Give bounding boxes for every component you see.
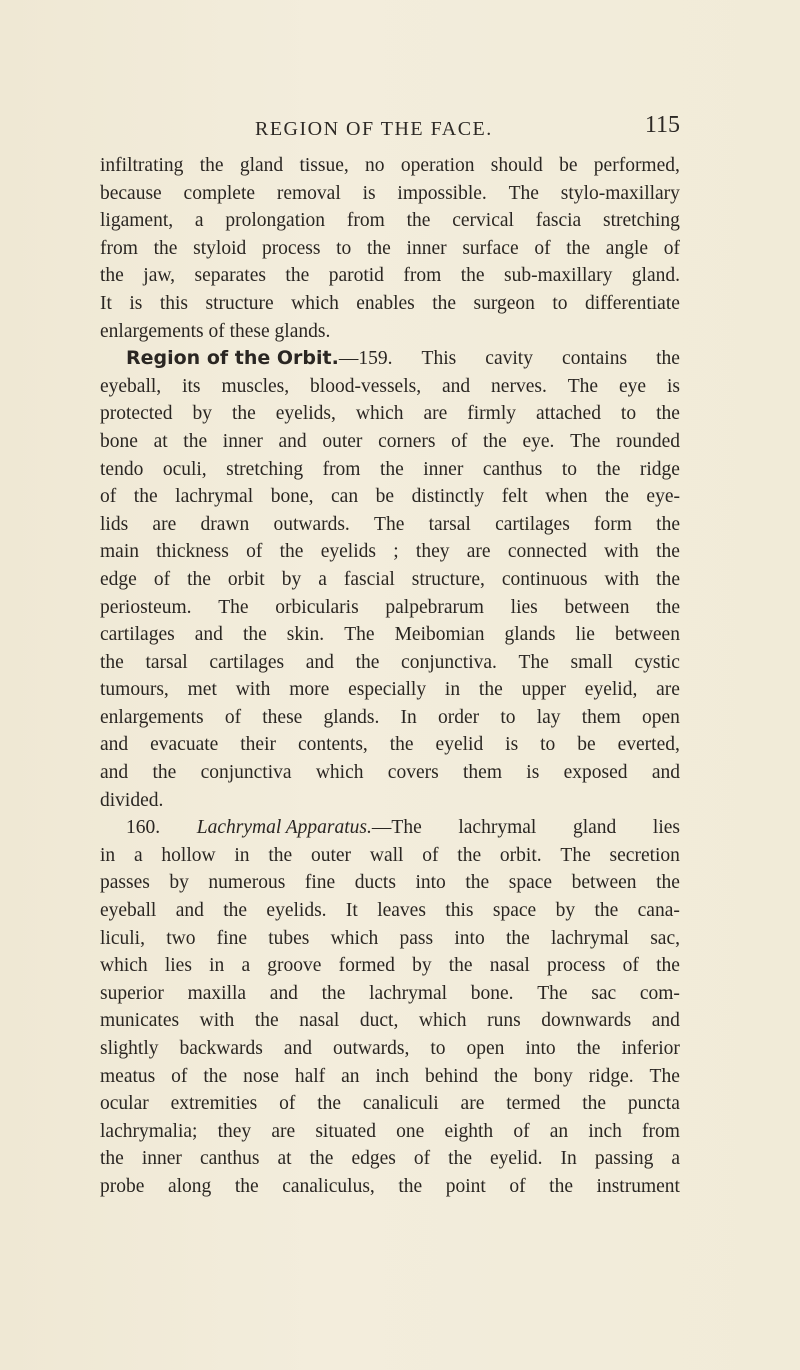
text-line: edge of the orbit by a fascial structure, continuous with the (100, 568, 680, 590)
heading-continuation: —159. (338, 348, 393, 370)
text-line: eyeball and the eyelids. It leaves this space by the cana- (100, 900, 680, 922)
text-line: bone at the inner and outer corners of the eye. The rounded (100, 430, 680, 452)
page-number: 115 (644, 112, 680, 138)
text-line: lachrymalia; they are situated one eighth of an inch from (100, 1120, 680, 1142)
section-number: 160. (126, 817, 161, 839)
text-line: probe along the canaliculus, the point of the instrument (100, 1175, 680, 1197)
text-line: which lies in a groove formed by the nasal process of the (100, 955, 680, 977)
text-line: from the styloid process to the inner surface of the angle of (100, 237, 680, 259)
text-line: the inner canthus at the edges of the eyelid. In passing a (100, 1148, 680, 1170)
text-line: eyeball, its muscles, blood-vessels, and nerves. The eye is (100, 375, 680, 397)
text-line: passes by numerous fine ducts into the space between the (100, 872, 680, 894)
text-line: tendo oculi, stretching from the inner canthus to the ridge (100, 458, 680, 480)
text-line: It is this structure which enables the surgeon to differentiate (100, 292, 680, 314)
text-line: enlargements of these glands. In order to lay them open (100, 706, 680, 728)
text-line: Region of the Orbit.—159. This cavity contains the (126, 347, 680, 370)
text-line: because complete removal is impossible. The stylo-maxillary (100, 182, 680, 204)
text-line: slightly backwards and outwards, to open into the inferior (100, 1038, 680, 1059)
text-line: infiltrating the gland tissue, no operation should be performed, (100, 155, 680, 176)
text-line: and the conjunctiva which covers them is exposed and (100, 762, 680, 784)
text-line: cartilages and the skin. The Meibomian glands lie between (100, 624, 680, 646)
running-head (100, 112, 680, 148)
text-line: enlargements of these glands. (100, 320, 331, 342)
text-line: ligament, a prolongation from the cervical fascia stretching (100, 210, 680, 232)
section-title: Lachrymal Apparatus. (196, 817, 372, 839)
section-heading: Region of the Orbit. (126, 347, 339, 370)
text-line: protected by the eyelids, which are firmly attached to the (100, 403, 680, 425)
running-title: REGION OF THE FACE. (255, 118, 493, 140)
text-line: superior maxilla and the lachrymal bone. The sac com- (100, 982, 680, 1004)
text-line: tumours, met with more especially in the upper eyelid, are (100, 679, 680, 701)
text-line: the tarsal cartilages and the conjunctiva. The small cystic (100, 651, 680, 673)
text-line: liculi, two fine tubes which pass into the lachrymal sac, (100, 927, 680, 949)
text-line: lids are drawn outwards. The tarsal cartilages form the (100, 513, 680, 535)
text-line: municates with the nasal duct, which runs downwards and (100, 1010, 680, 1032)
text-line: in a hollow in the outer wall of the orbit. The secretion (100, 844, 680, 866)
text-line: main thickness of the eyelids ; they are connected with the (100, 541, 680, 563)
body-text (100, 152, 680, 1201)
text-line: ocular extremities of the canaliculi are termed the puncta (100, 1093, 680, 1115)
text-line: the jaw, separates the parotid from the sub-maxillary gland. (100, 265, 680, 287)
text-line: 160. Lachrymal Apparatus.—The lachrymal gland lies (100, 814, 680, 842)
text-line: of the lachrymal bone, can be distinctly felt when the eye- (100, 486, 680, 508)
text-line: periosteum. The orbicularis palpebrarum lies between the (100, 596, 680, 618)
text-line: divided. (100, 789, 164, 811)
text-line: and evacuate their contents, the eyelid is to be everted, (100, 734, 680, 756)
text-line: meatus of the nose half an inch behind the bony ridge. The (100, 1065, 680, 1087)
